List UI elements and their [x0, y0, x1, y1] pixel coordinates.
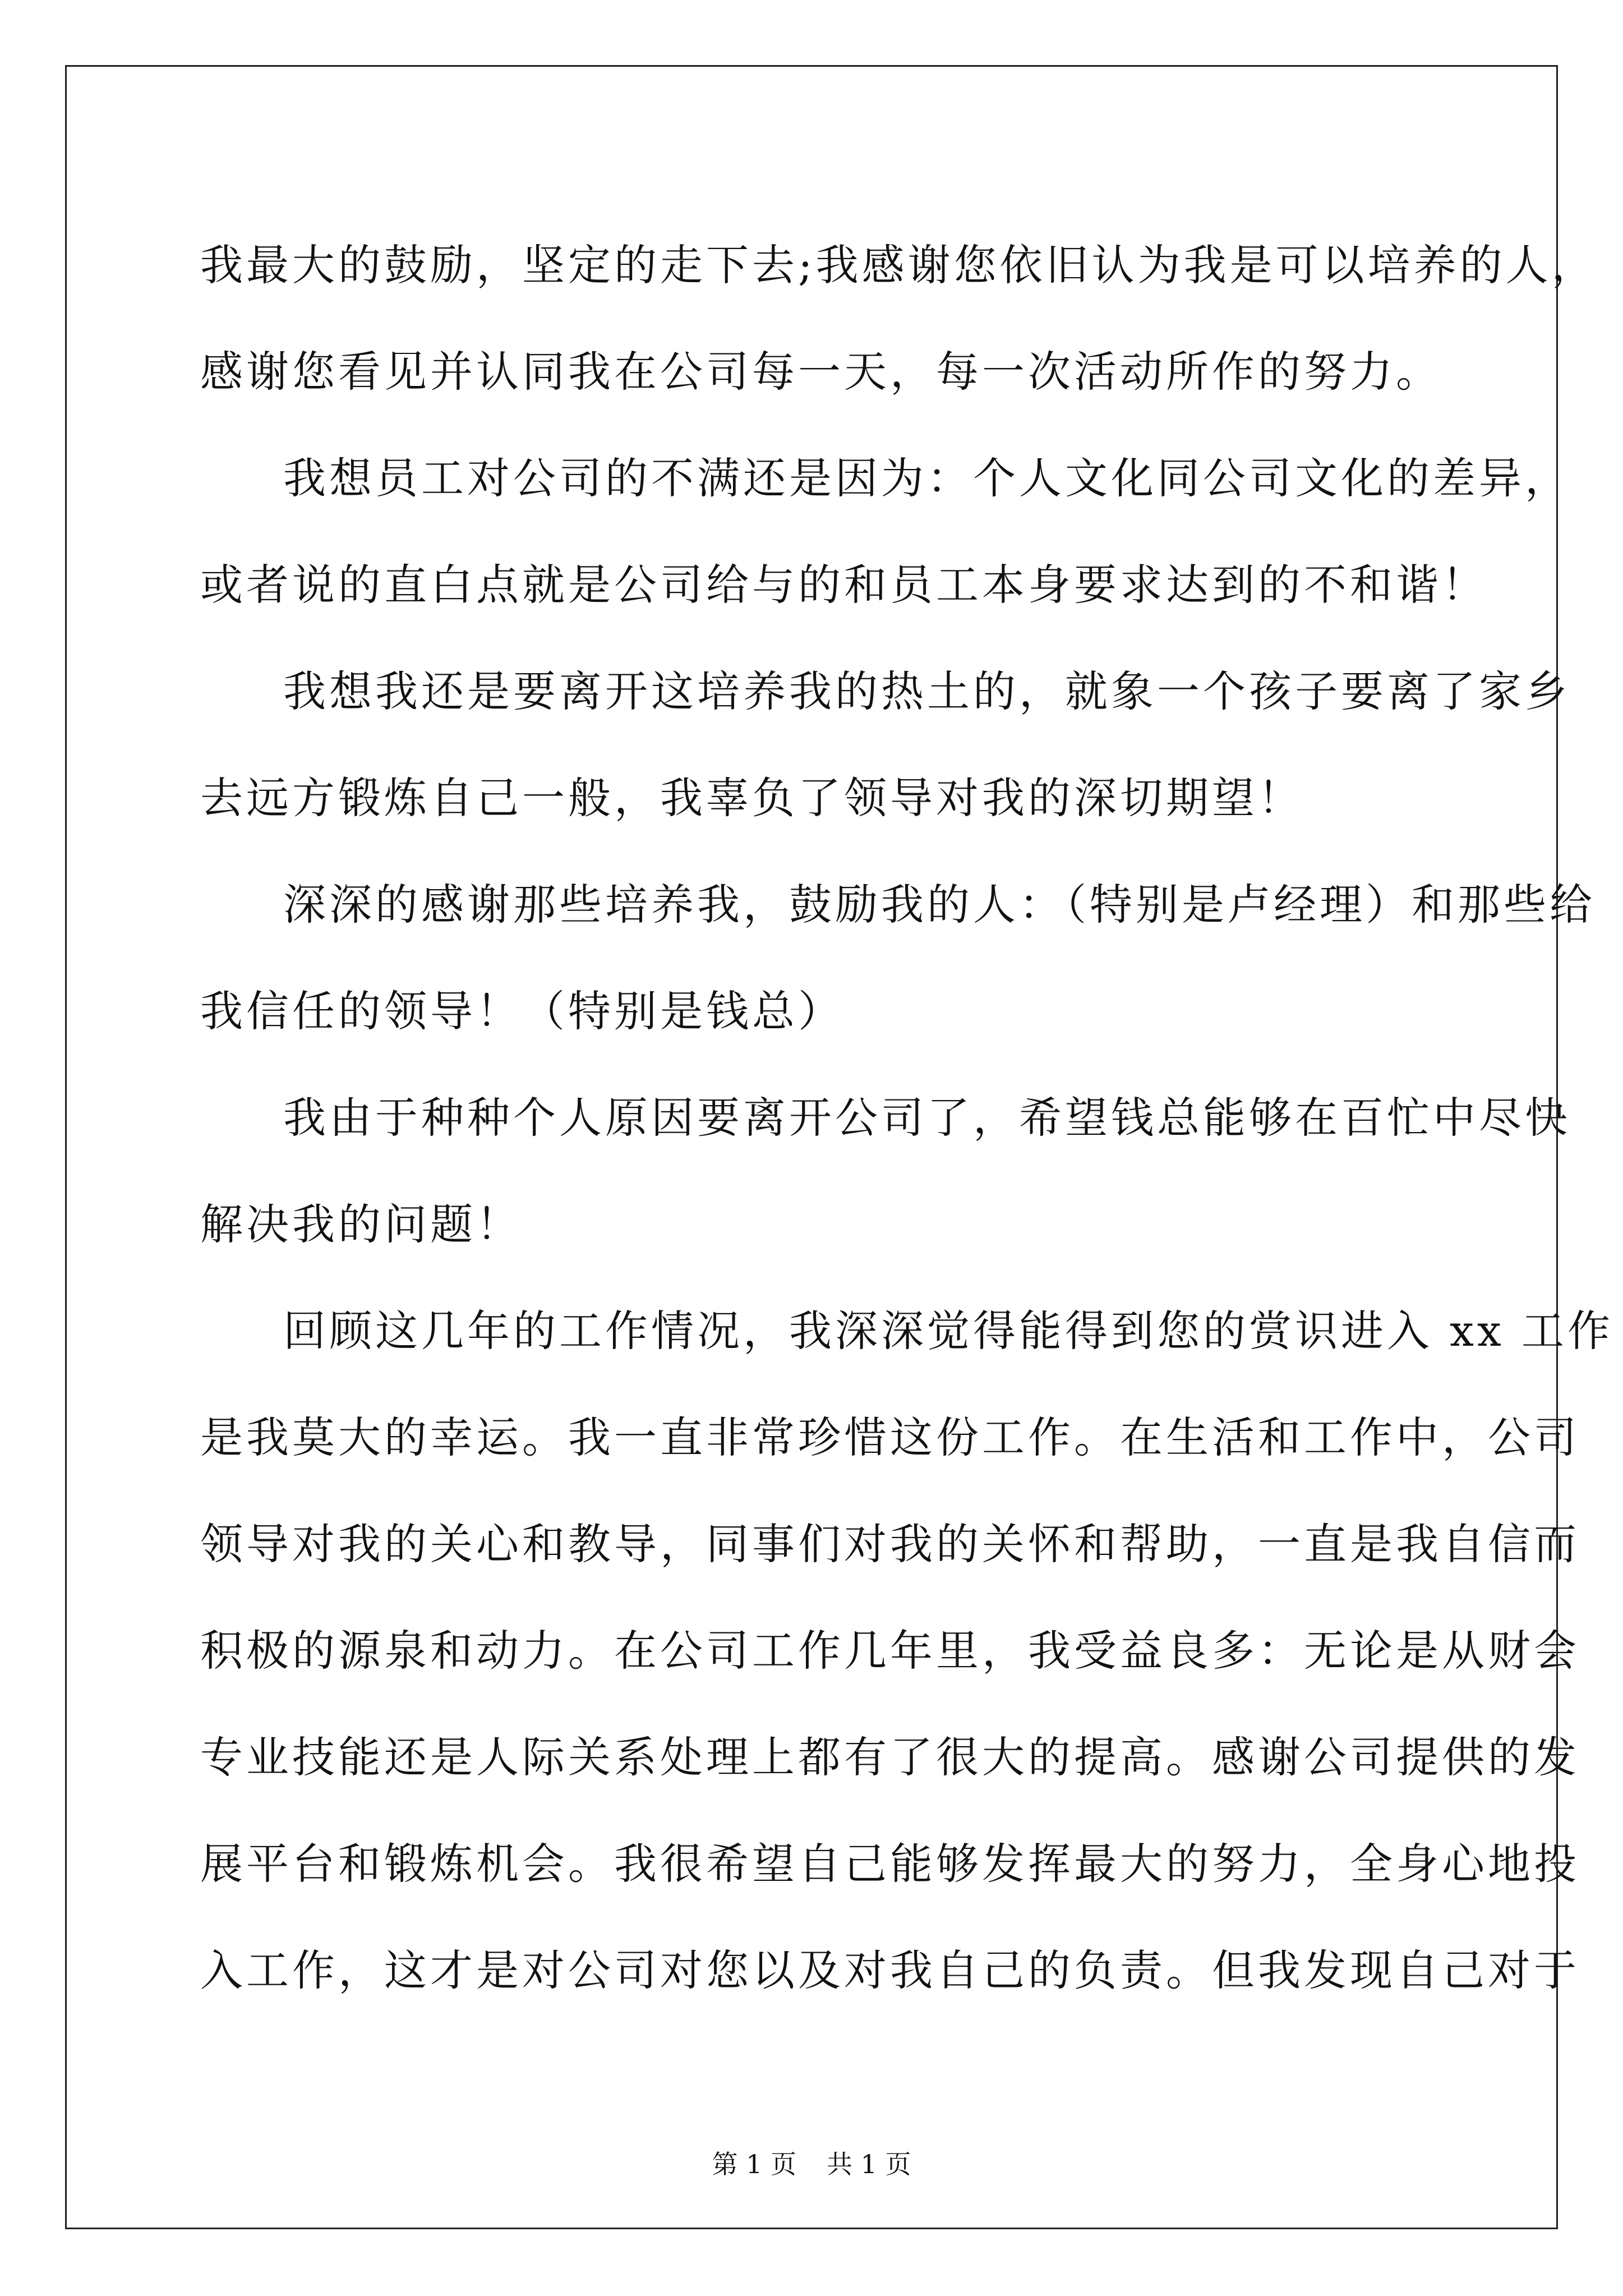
text-line: 是我莫大的幸运。我一直非常珍惜这份工作。在生活和工作中，公司 [200, 1412, 1580, 1462]
page-number-total: 共 1 页 [827, 2149, 911, 2179]
text-line: 我信任的领导！（特别是钱总） [200, 986, 844, 1036]
text-line: 入工作，这才是对公司对您以及对我自己的负责。但我发现自己对于 [200, 1945, 1580, 1995]
text-line: 感谢您看见并认同我在公司每一天，每一次活动所作的努力。 [200, 347, 1442, 397]
text-line: 领导对我的关心和教导，同事们对我的关怀和帮助，一直是我自信而 [200, 1519, 1580, 1569]
text-line: 或者说的直白点就是公司给与的和员工本身要求达到的不和谐！ [200, 560, 1488, 610]
text-line: 解决我的问题！ [200, 1199, 522, 1249]
text-line: 回顾这几年的工作情况，我深深觉得能得到您的赏识进入 xx 工作 [283, 1306, 1614, 1356]
text-line: 我想员工对公司的不满还是因为：个人文化同公司文化的差异， [283, 453, 1571, 503]
text-line: 积极的源泉和动力。在公司工作几年里，我受益良多：无论是从财会 [200, 1626, 1580, 1676]
document-body [200, 212, 1614, 2024]
text-line: 深深的感谢那些培养我，鼓励我的人：（特别是卢经理）和那些给 [283, 880, 1596, 930]
text-line: 去远方锻炼自己一般，我辜负了领导对我的深切期望！ [200, 773, 1304, 823]
text-line: 我最大的鼓励，坚定的走下去;我感谢您依旧认为我是可以培养的人， [200, 240, 1598, 290]
page-number-current: 第 1 页 [712, 2149, 796, 2179]
page-footer [0, 2144, 1623, 2181]
text-line: 我想我还是要离开这培养我的热土的，就象一个孩子要离了家乡 [283, 666, 1571, 716]
text-line: 展平台和锻炼机会。我很希望自己能够发挥最大的努力，全身心地投 [200, 1839, 1580, 1889]
text-line: 我由于种种个人原因要离开公司了，希望钱总能够在百忙中尽快 [283, 1093, 1571, 1143]
text-line: 专业技能还是人际关系处理上都有了很大的提高。感谢公司提供的发 [200, 1732, 1580, 1782]
